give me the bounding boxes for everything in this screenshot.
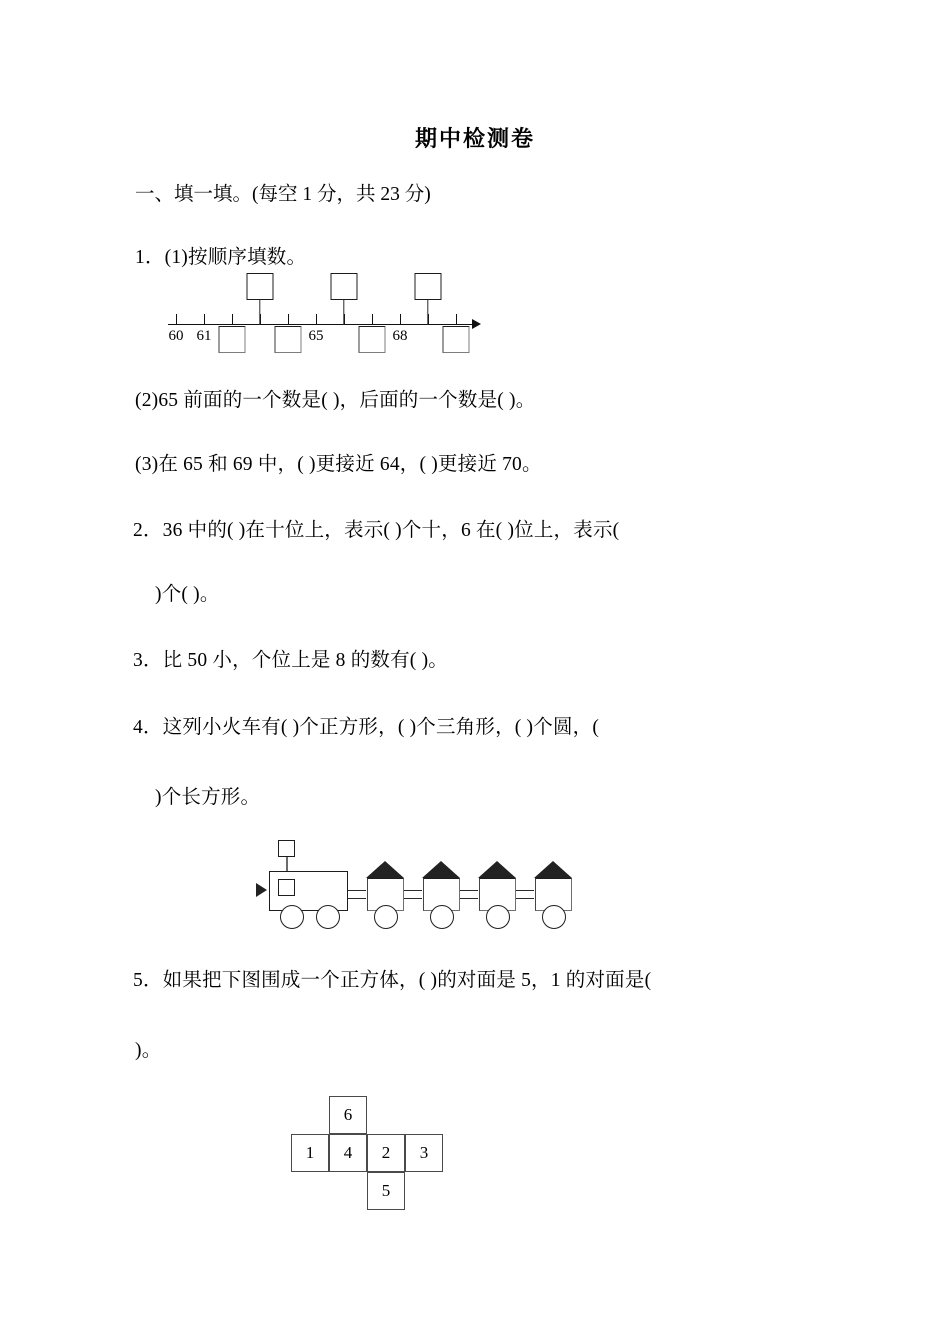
question-1-part-2: (2)65 前面的一个数是( )，后面的一个数是( )。 [135, 390, 536, 411]
question-3-number: 3． [133, 650, 163, 671]
number-line-box-stem [259, 298, 260, 325]
number-line-box-stem [343, 298, 344, 325]
number-line-tick [232, 314, 233, 324]
question-4-line-2: )个长方形。 [155, 787, 261, 808]
cube-net-cell-middle-2: 4 [329, 1134, 367, 1172]
train-car-roof-triangle [478, 861, 516, 878]
question-5-text: 如果把下图围成一个正方体，( )的对面是 5，1 的对面是( [162, 970, 652, 991]
answer-box-below[interactable] [359, 326, 386, 353]
number-line-tick [288, 314, 289, 324]
answer-box-below[interactable] [443, 326, 470, 353]
train-coupler [516, 898, 534, 899]
number-line-tick [176, 314, 177, 324]
train-coupler [460, 890, 478, 891]
train-coupler [516, 890, 534, 891]
number-line-tick [456, 314, 457, 324]
answer-box-below[interactable] [219, 326, 246, 353]
train-car-roof-triangle [534, 861, 572, 878]
train-coupler [404, 890, 422, 891]
question-1-part-3: (3)在 65 和 69 中，( )更接近 64，( )更接近 70。 [135, 454, 542, 475]
train-coupler [460, 898, 478, 899]
toy-train-figure [248, 838, 584, 928]
page-title: 期中检测卷 [414, 126, 535, 152]
train-wheel [486, 905, 510, 929]
answer-box-below[interactable] [275, 326, 302, 353]
cube-net-cell-top: 6 [329, 1096, 367, 1134]
train-wheel [280, 905, 304, 929]
answer-box-above[interactable] [247, 273, 274, 300]
question-1-part-1 [135, 245, 306, 271]
number-line-tick [204, 314, 205, 324]
question-2-text: 36 中的( )在十位上，表示( )个十，6 在( )位上，表示( [162, 520, 620, 541]
number-line-label-68: 68 [392, 328, 408, 344]
number-line-figure [160, 286, 500, 364]
section-one-heading: 一、填一填。(每空 1 分，共 23 分) [135, 184, 431, 205]
answer-box-above[interactable] [415, 273, 442, 300]
number-line-label-61: 61 [196, 328, 212, 344]
question-1-number: 1． [135, 247, 165, 268]
train-smokestack-square [278, 840, 295, 857]
train-smokestack-pole [286, 857, 288, 871]
train-coupler [348, 898, 366, 899]
question-2-line-2: )个( )。 [155, 584, 220, 605]
question-1-part-1-label: (1)按顺序填数。 [164, 247, 307, 268]
train-wheel [542, 905, 566, 929]
number-line-tick [372, 314, 373, 324]
train-wheel [316, 905, 340, 929]
question-3-line-1 [133, 648, 448, 674]
question-2-line-1 [133, 518, 619, 544]
train-wheel [430, 905, 454, 929]
cube-net-cell-middle-1: 1 [291, 1134, 329, 1172]
train-wheel [374, 905, 398, 929]
train-car-roof-triangle [422, 861, 460, 878]
answer-box-above[interactable] [331, 273, 358, 300]
question-3-text: 比 50 小，个位上是 8 的数有( )。 [162, 650, 448, 671]
cube-net-cell-middle-4: 3 [405, 1134, 443, 1172]
number-line-label-60: 60 [168, 328, 184, 344]
cube-net-cell-middle-3: 2 [367, 1134, 405, 1172]
number-line-label-65: 65 [308, 328, 324, 344]
train-front-pointer-triangle [256, 883, 267, 897]
question-5-line-2: )。 [135, 1040, 162, 1061]
train-locomotive-window [278, 879, 295, 896]
train-coupler [404, 898, 422, 899]
question-5-number: 5． [133, 970, 163, 991]
question-4-number: 4． [133, 717, 163, 738]
number-line-tick [400, 314, 401, 324]
train-coupler [348, 890, 366, 891]
number-line-arrow-icon [472, 319, 481, 329]
question-4-line-1 [133, 715, 599, 741]
question-4-text: 这列小火车有( )个正方形，( )个三角形，( )个圆，( [162, 717, 600, 738]
train-car-roof-triangle [366, 861, 404, 878]
cube-net-cell-bottom: 5 [367, 1172, 405, 1210]
number-line-box-stem [427, 298, 428, 325]
question-5-line-1 [133, 968, 651, 994]
number-line-tick [316, 314, 317, 324]
question-2-number: 2． [133, 520, 163, 541]
cube-net-figure [291, 1096, 451, 1212]
